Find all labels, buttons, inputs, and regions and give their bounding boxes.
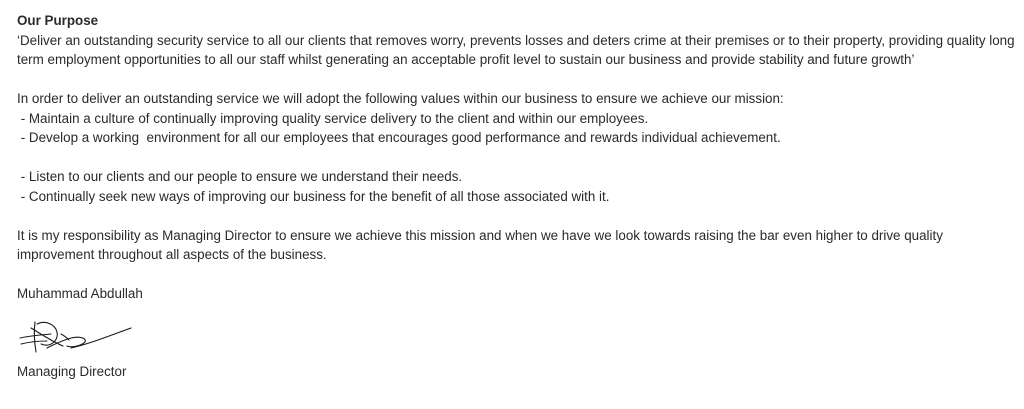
value-item: - Continually seek new ways of improving our business for the benefit of all those associated with it. — [17, 188, 610, 204]
closing-statement: It is my responsibility as Managing Director to ensure we achieve this mission and when we have we look towards raising the bar even higher to drive quality improvement throughout all aspects of the business. — [17, 227, 943, 262]
section-heading: Our Purpose — [17, 13, 99, 28]
values-intro: In order to deliver an outstanding service we will adopt the following values within our business to ensure we achieve our mission: — [17, 91, 784, 106]
paragraph-spacer — [17, 265, 1017, 285]
value-item: - Develop a working environment for all our employees that encourages good performance and rewards individual achievement. — [17, 130, 781, 145]
value-item: - Maintain a culture of continually improving quality service delivery to the client and within our employees. — [17, 110, 649, 126]
handwritten-signature — [17, 314, 137, 356]
signatory-title: Managing Director — [17, 363, 127, 379]
purpose-statement-document — [17, 11, 1017, 381]
signatory-name: Muhammad Abdullah — [17, 286, 143, 301]
paragraph-spacer — [17, 148, 1017, 168]
paragraph-spacer — [17, 206, 1017, 226]
paragraph-spacer — [17, 70, 1017, 90]
mission-statement: ‘Deliver an outstanding security service to all our clients that removes worry, prevents losses and deters crime at their premises or to their property, providing quality long term employment opportunities to all our staff whilst generating an acceptable profit level to sustain our business and provide stability and future growth’ — [17, 32, 1015, 67]
value-item: - Listen to our clients and our people to ensure we understand their needs. — [17, 169, 463, 184]
